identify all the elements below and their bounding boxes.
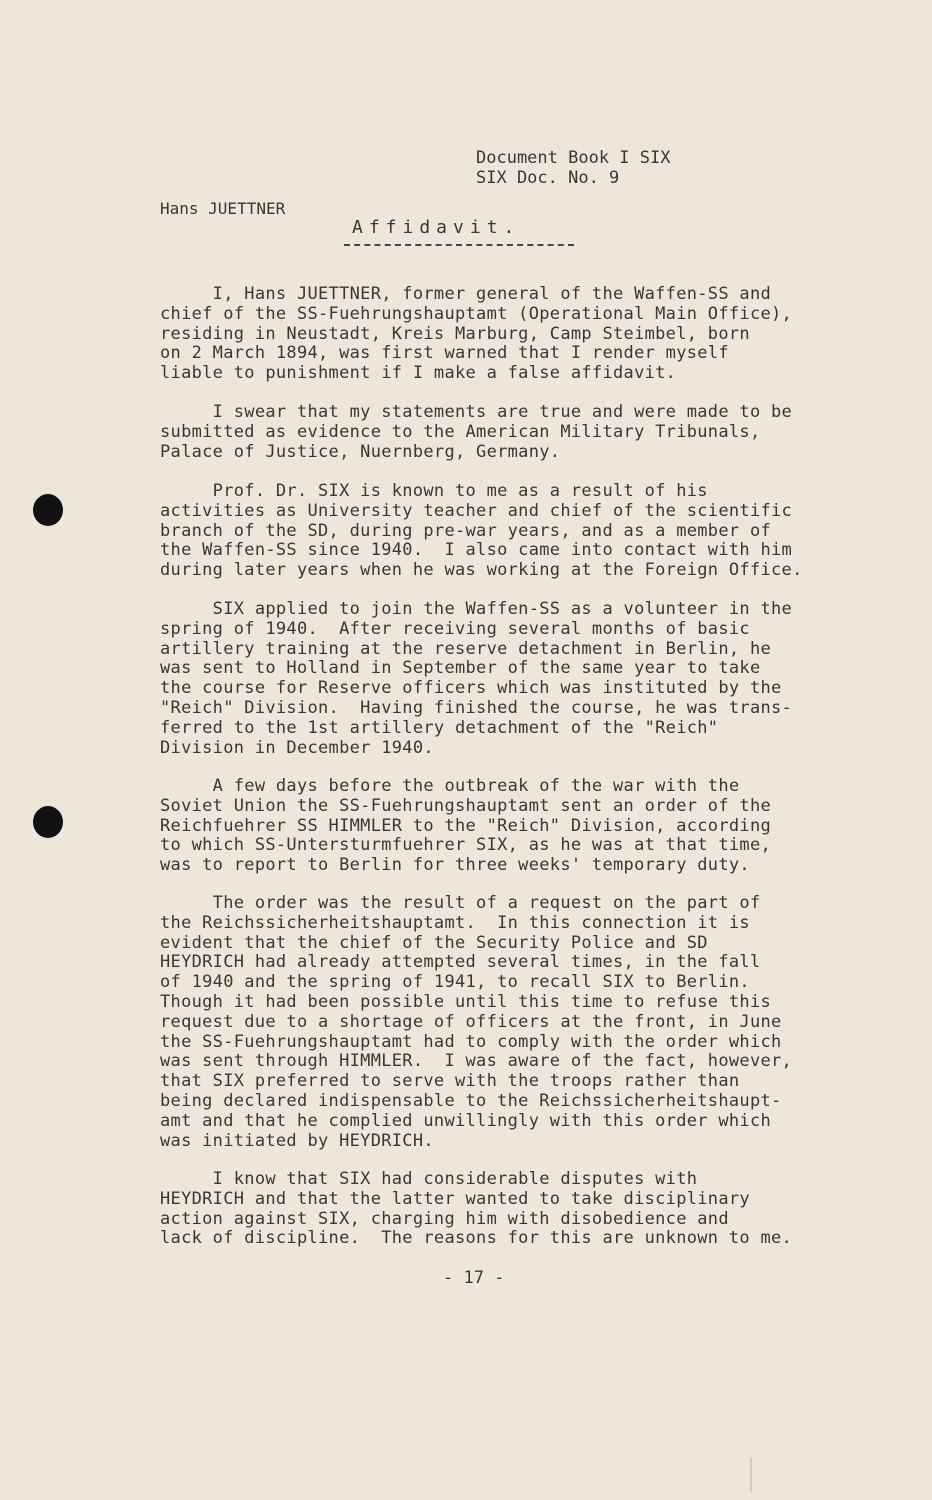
paragraph-3: Prof. Dr. SIX is known to me as a result of his activities as University teacher and chief of the scientific branch of the SD, during pre-war years, and as a member of the Waffen-SS since 1940. I also came into contact with him during later years when he was working at the Foreign Office.	[160, 481, 803, 581]
document-book: Document Book I SIX	[476, 148, 671, 168]
paper-mark	[750, 1458, 752, 1492]
punch-hole-bottom	[33, 806, 63, 838]
page-number: - 17 -	[443, 1268, 505, 1288]
punch-hole-top	[33, 494, 63, 526]
paragraph-6: The order was the result of a request on the part of the Reichssicherheitshauptamt. In this connection it is evident that the chief of the Security Police and SD HEYDRICH had already attempted several times, in the fall of 1940 and the spring of 1941, to recall SIX to Berlin. Though it had been possible until this time to refuse this request due to a shortage of officers at the front, in June the SS-Fuehrungshauptamt had to comply with the order which was sent through HIMMLER. I was aware of the fact, however, that SIX preferred to serve with the troops rather than being declared indispensable to the Reichssicherheitshaupt- amt and that he complied unwillingly with this order which was initiated by HEYDRICH.	[160, 893, 793, 1151]
paragraph-5: A few days before the outbreak of the war with the Soviet Union the SS-Fuehrungshauptamt sent an order of the Reichfuehrer SS HIMMLER to the "Reich" Division, according to which SS-Untersturmfuehrer SIX, as he was at that time, was to report to Berlin for three weeks' temporary duty.	[160, 776, 772, 876]
paragraph-4: SIX applied to join the Waffen-SS as a volunteer in the spring of 1940. After receiving several months of basic artillery training at the reserve detachment in Berlin, he was sent to Holland in September of the same year to take the course for Reserve officers which was instituted by the "Reich" Division. Having finished the course, he was trans- ferred to the 1st artillery detachment of the "Reich" Division in December 1940.	[160, 599, 793, 758]
affiant-name: Hans JUETTNER	[160, 199, 286, 218]
document-reference	[476, 148, 670, 188]
paragraph-7: I know that SIX had considerable disputes with HEYDRICH and that the latter wanted to take disciplinary action against SIX, charging him with disobedience and lack of discipline. The reasons for this are unknown to me.	[160, 1169, 793, 1249]
document-number: SIX Doc. No. 9	[476, 168, 620, 188]
title-underline	[344, 244, 574, 246]
paragraph-1: I, Hans JUETTNER, former general of the Waffen-SS and chief of the SS-Fuehrungshauptamt (Operational Main Office), residing in Neustadt, Kreis Marburg, Camp Steimbel, born on 2 March 1894, was first warned that I render myself liable to punishment if I make a false affidavit.	[160, 284, 793, 384]
paragraph-2: I swear that my statements are true and were made to be submitted as evidence to the American Military Tribunals, Palace of Justice, Nuernberg, Germany.	[160, 402, 793, 462]
document-title: Affidavit.	[352, 217, 521, 238]
